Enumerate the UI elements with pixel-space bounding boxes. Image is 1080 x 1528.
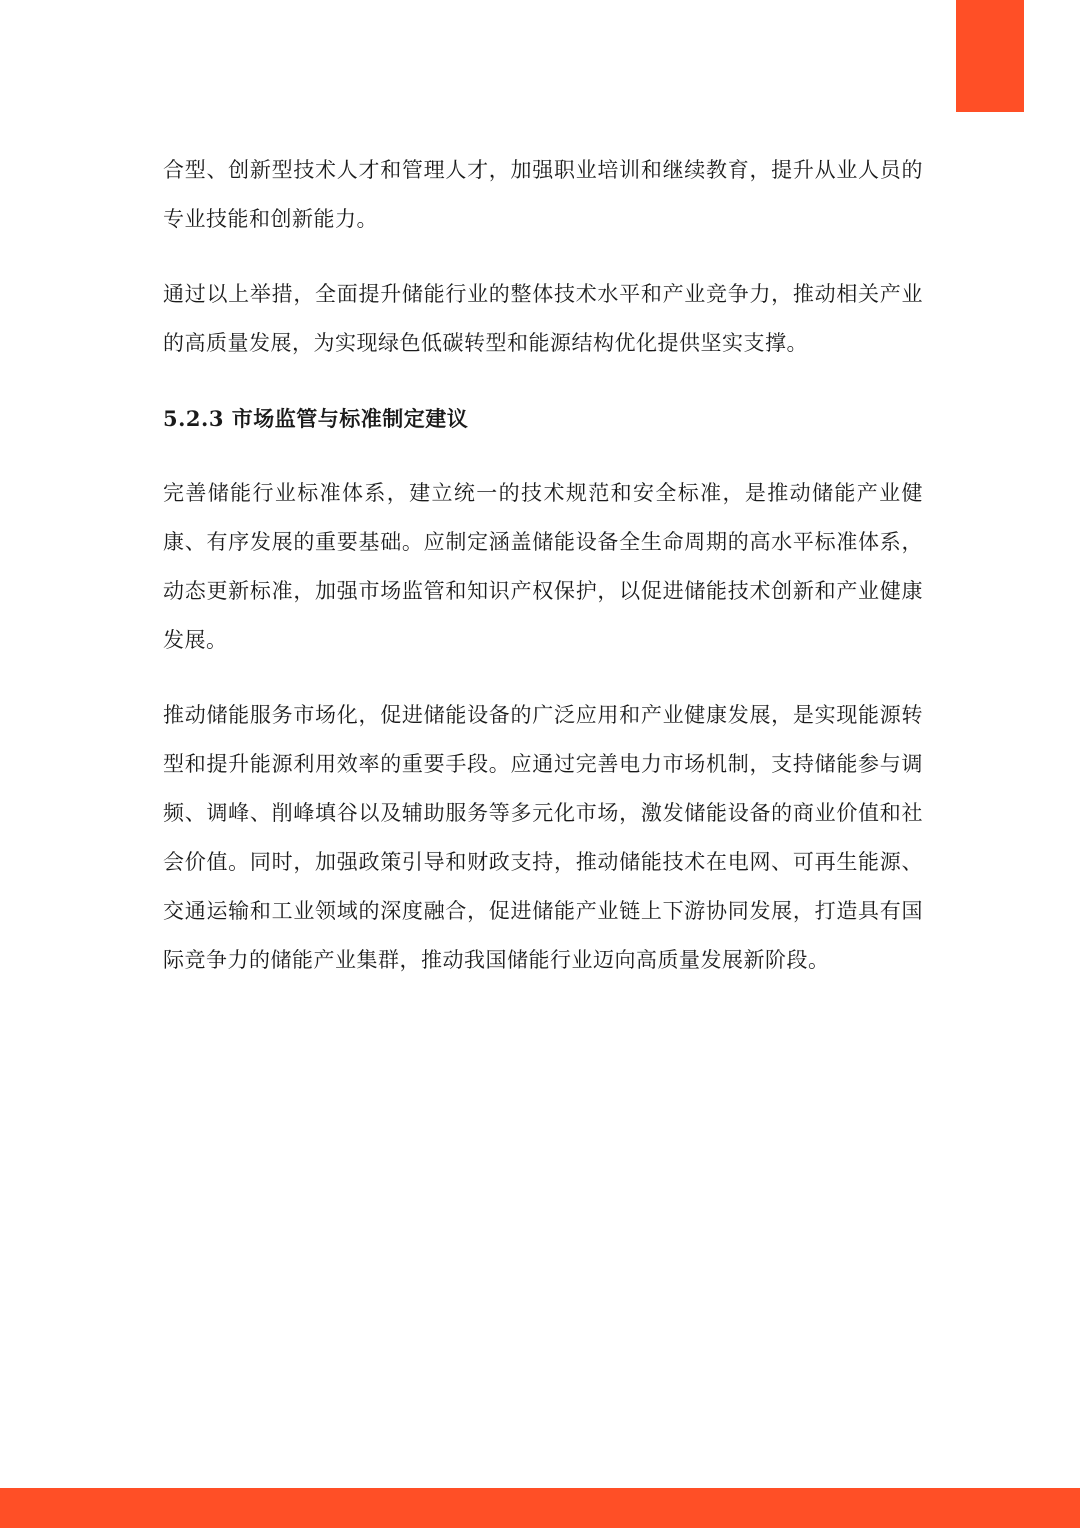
paragraph-talent: 合型、创新型技术人才和管理人才，加强职业培训和继续教育，提升从业人员的专业技能和创新能力。 xyxy=(163,158,923,231)
paragraph-summary: 通过以上举措，全面提升储能行业的整体技术水平和产业竞争力，推动相关产业的高质量发展，为实现绿色低碳转型和能源结构优化提供坚实支撑。 xyxy=(163,282,923,355)
section-heading: 5.2.3 市场监管与标准制定建议 xyxy=(163,406,469,431)
footer-accent-bar xyxy=(0,1488,1080,1528)
paragraph-standards: 完善储能行业标准体系，建立统一的技术规范和安全标准，是推动储能产业健康、有序发展的重要基础。应制定涵盖储能设备全生命周期的高水平标准体系，动态更新标准，加强市场监管和知识产权保护，以促进储能技术创新和产业健康发展。 xyxy=(163,481,923,652)
paragraph-market: 推动储能服务市场化，促进储能设备的广泛应用和产业健康发展，是实现能源转型和提升能源利用效率的重要手段。应通过完善电力市场机制，支持储能参与调频、调峰、削峰填谷以及辅助服务等多元化市场，激发储能设备的商业价值和社会价值。同时，加强政策引导和财政支持，推动储能技术在电网、可再生能源、交通运输和工业领域的深度融合，促进储能产业链上下游协同发展，打造具有国际竞争力的储能产业集群，推动我国储能行业迈向高质量发展新阶段。 xyxy=(163,703,923,972)
corner-accent-tab xyxy=(956,0,1024,112)
page-content xyxy=(163,146,923,985)
